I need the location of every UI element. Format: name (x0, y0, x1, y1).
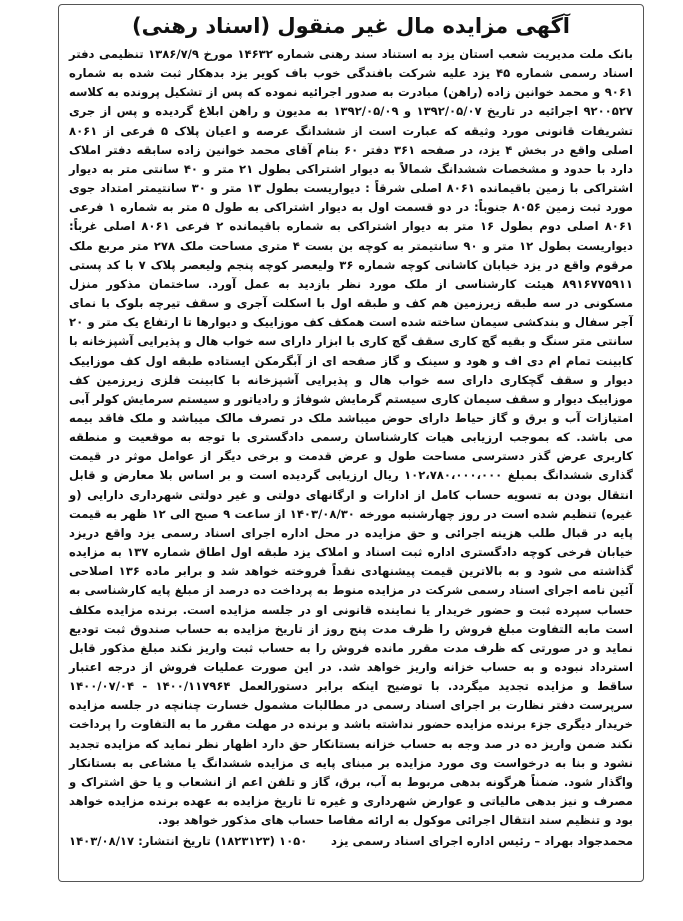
notice-title: آگهی مزایده مال غیر منقول (اسناد رهنی) (132, 14, 570, 38)
auction-notice (58, 4, 644, 882)
notice-publication-info: ۱۰۵۰ (۱۸۲۳۱۲۳) تاریخ انتشار: ۱۴۰۳/۰۸/۱۷ (69, 834, 308, 849)
notice-signature: محمدجواد بهراد – رئیس اداره اجرای اسناد رسمی یزد (331, 834, 633, 849)
notice-body: بانک ملت مدیریت شعب استان یزد به استناد سند رهنی شماره ۱۴۶۳۲ مورخ ۱۳۸۶/۷/۹ تنظیمی دفتر اسناد رسمی شماره ۴۵ یزد علیه شرکت بافندگی خوب باف کویر یزد بدهکار ثبت شده به شماره ۹۰۶۱ و محمد خوانین زاده (راهن) مبادرت به صدور اجرائیه نموده که پس از تشکیل پرونده به کلاسه ۹۲۰۰۵۲۷ اجرائیه در تاریخ ۱۳۹۲/۰۵/۰۷ و ۱۳۹۲/۰۵/۰۹ به مدیون و راهن ابلاغ گردیده و پس از جری تشریفات قانونی مورد وثیقه که عبارت است از ششدانگ عرصه و اعیان پلاک ۵ فرعی از ۸۰۶۱ اصلی واقع در بخش ۴ یزد، در صفحه ۳۶۱ دفتر ۶۰ بنام آقای محمد خوانین زاده سابقه دفتر املاک دارد با حدود و مشخصات ششدانگ شمالاً به دیوار اشتراکی بطول ۲۱ متر و ۴۰ سانتی متر به دیوار اشتراکی با زمین باقیمانده ۸۰۶۱ اصلی شرقاً : دیواریست بطول ۱۳ متر و ۳۰ سانتیمتر امتداد جوی مورد ثبت زمین ۸۰۵۶ جنوباً: در دو قسمت اول به دیوار اشتراکی به طول ۵ متر به شماره ۱ فرعی ۸۰۶۱ اصلی دوم بطول ۱۶ متر به دیوار اشتراکی به شماره باقیمانده ۲ فرعی ۸۰۶۱ اصلی غرباً: دیواریست بطول ۱۲ متر و ۹۰ سانتیمتر به کوچه بن بست ۴ متری مساحت ملک ۲۷۸ متر مربع ملک مرقوم واقع در یزد خیابان کاشانی کوچه شماره ۳۶ ولیعصر کوچه پنجم ولیعصر پلاک ۷ با کد پستی ۸۹۱۶۷۷۵۹۱۱ هیئت کارشناسی از ملک مورد نظر بازدید به عمل آورد. ساختمان مذکور منزل مسکونی در سه طبقه زیرزمین هم کف و طبقه اول با اسکلت آجری و سقف تیرچه بلوک با نمای آجر سفال و بندکشی سیمان ساخته شده است همکف کف موزاییک و دیوارها تا ارتفاع یک متر و ۲۰ سانتی متر سنگ و بقیه گچ کاری سقف گچ کاری با ابزار دارای سه خواب هال و پذیرایی آشپزخانه با کابینت تمام ام دی اف و هود و سینک و گاز صفحه ای از آبگرمکن ایستاده طبقه اول کف موزاییک دیوار و سقف گچکاری دارای سه خواب هال و پذیرایی آشپزخانه با کابینت فلزی زیرزمین کف موزاییک دیوار و سقف سیمان کاری سیستم گرمایش شوفاژ و رادیاتور و سیستم سرمایش کولر آبی امتیازات آب و برق و گاز حیاط دارای حوض میباشد ملک در تصرف مالک میباشد و ملک فاقد بیمه می باشد. که بموجب ارزیابی هیات کارشناسان رسمی دادگستری با توجه به موقعیت و منطقه کاربری عرض گذر دسترسی مساحت طول و عرض قدمت و برخی دیگر از عوامل موثر در قیمت گذاری ششدانگ بمبلغ ۱۰۲،۷۸۰،۰۰۰،۰۰۰ ریال ارزیابی گردیده است و بر اساس بلا معارض و قابل انتقال بودن به تسویه حساب کامل از ادارات و ارگانهای دولتی و غیر دولتی شهرداری دارایی (و غیره) تنظیم شده است در روز چهارشنبه مورخه ۱۴۰۳/۰۸/۳۰ از ساعت ۹ صبح الی ۱۲ ظهر به قیمت پایه در قبال طلب هزینه اجرائی و حق مزایده در محل اداره اجرای اسناد رسمی یزد واقع دریزد خیابان فرخی کوچه دادگستری اداره ثبت اسناد و املاک یزد طبقه اول اطاق شماره ۱۳۷ به مزایده گذاشته می شود و به بالاترین قیمت پیشنهادی نقداً فروخته خواهد شد و برابر ماده ۱۳۶ اصلاحی آئین نامه اجرای اسناد رسمی شرکت در مزایده منوط به پرداخت ده درصد از مبلغ پایه کارشناسی به حساب سپرده ثبت و حضور خریدار یا نماینده قانونی او در جلسه مزایده است. برنده مزایده مکلف است مابه التفاوت مبلغ فروش را ظرف مدت پنج روز از تاریخ مزایده به حساب صندوق ثبت تودیع نماید و در صورتی که ظرف مدت مقرر مانده فروش را به حساب ثبت واریز نکند مبلغ مذکور قابل استرداد نبوده و به حساب خزانه واریز خواهد شد. در این صورت عملیات فروش از درجه اعتبار ساقط و مزایده تجدید میگردد. با توضیح اینکه برابر دستورالعمل ۱۴۰۰/۱۱۷۹۶۴ - ۱۴۰۰/۰۷/۰۴ سرپرست دفتر نظارت بر اجرای اسناد رسمی در مطالبات مشمول خسارت چنانچه در جلسه مزایده خریدار دیگری جزء برنده مزایده حضور نداشته باشد و برنده در مهلت مقرر ما به التفاوت را پرداخت نکند ضمن واریز ده در صد وجه به حساب خزانه بستانکار حق دارد اظهار نظر نماید که مزایده تجدید نشود و بنا به درخواست وی مورد مزایده بر مبنای پایه ی مزایده ششدانگ یا مشاعی به بستانکار واگذار شود. ضمناً هرگونه بدهی مربوط به آب، برق، گاز و تلفن اعم از انشعاب و یا حق اشتراک و مصرف و نیز بدهی مالیاتی و عوارض شهرداری و غیره تا تاریخ مزایده به عهده برنده مزایده خواهد بود و تنظیم سند انتقال اجرائی موکول به ارائه مفاصا حساب های مذکور خواهد بود. (69, 47, 634, 828)
notice-footer (69, 832, 633, 851)
